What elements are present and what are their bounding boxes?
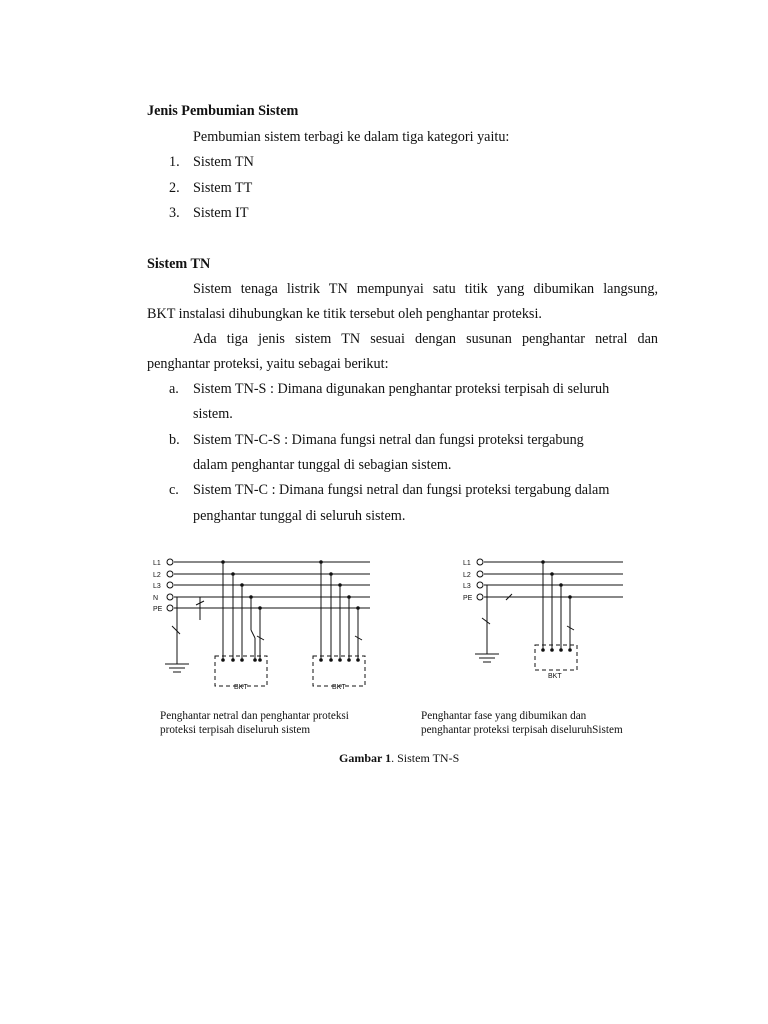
list-item-sistem-tt: Sistem TT — [193, 180, 253, 196]
list-number: 3. — [169, 205, 180, 221]
right-caption-line-1: Penghantar fase yang dibumikan dan — [421, 710, 587, 722]
paragraph-1-line-1: Sistem tenaga listrik TN mempunyai satu titik yang dibumikan langsung, — [193, 281, 658, 297]
list-letter: c. — [169, 482, 179, 498]
label-n: N — [153, 595, 159, 602]
list-item-tn-c-s-cont: dalam penghantar tunggal di sebagian sistem. — [193, 457, 452, 473]
list-number: 1. — [169, 154, 180, 170]
list-letter: b. — [169, 432, 180, 448]
list-item-tn-c: Sistem TN-C : Dimana fungsi netral dan fungsi proteksi tergabung dalam — [193, 482, 610, 498]
label-bkt: BKT — [234, 684, 248, 691]
paragraph-2-line-2: penghantar proteksi, yaitu sebagai berikut: — [147, 356, 389, 372]
label-l1: L1 — [463, 560, 471, 567]
figure-caption — [339, 750, 459, 767]
tn-s-diagram-right — [455, 550, 635, 690]
left-caption-line-2: proteksi terpisah diseluruh sistem — [160, 724, 311, 736]
figure-caption-label: Gambar 1 — [339, 751, 392, 765]
left-diagram-caption — [160, 709, 410, 737]
left-caption-line-1: Penghantar netral dan penghantar proteksi — [160, 710, 349, 722]
right-caption-line-2: penghantar proteksi terpisah diseluruhSistem — [421, 724, 623, 736]
label-l3: L3 — [153, 583, 161, 590]
label-l2: L2 — [463, 572, 471, 579]
section-heading-sistem-tn: Sistem TN — [147, 256, 211, 272]
section-heading-jenis-pembumian: Jenis Pembumian Sistem — [147, 103, 299, 119]
list-item-sistem-tn: Sistem TN — [193, 154, 254, 170]
label-bkt: BKT — [332, 684, 346, 691]
figure-caption-text: . Sistem TN-S — [391, 751, 460, 765]
list-item-tn-s: Sistem TN-S : Dimana digunakan penghantar proteksi terpisah di seluruh — [193, 381, 610, 397]
label-l1: L1 — [153, 560, 161, 567]
list-item-tn-c-s: Sistem TN-C-S : Dimana fungsi netral dan fungsi proteksi tergabung — [193, 432, 584, 448]
label-pe: PE — [153, 606, 163, 613]
paragraph-2-line-1: Ada tiga jenis sistem TN sesuai dengan susunan penghantar netral dan — [193, 331, 658, 347]
right-diagram-caption — [421, 709, 671, 737]
label-bkt: BKT — [548, 673, 562, 680]
label-l2: L2 — [153, 572, 161, 579]
label-pe: PE — [463, 595, 473, 602]
tn-s-diagram-left — [145, 550, 385, 700]
label-l3: L3 — [463, 583, 471, 590]
list-item-tn-s-cont: sistem. — [193, 406, 233, 422]
intro-paragraph: Pembumian sistem terbagi ke dalam tiga kategori yaitu: — [193, 129, 510, 145]
list-item-sistem-it: Sistem IT — [193, 205, 249, 221]
paragraph-1-line-2: BKT instalasi dihubungkan ke titik tersebut oleh penghantar proteksi. — [147, 306, 542, 322]
list-item-tn-c-cont: penghantar tunggal di seluruh sistem. — [193, 508, 406, 524]
list-number: 2. — [169, 180, 180, 196]
list-letter: a. — [169, 381, 179, 397]
